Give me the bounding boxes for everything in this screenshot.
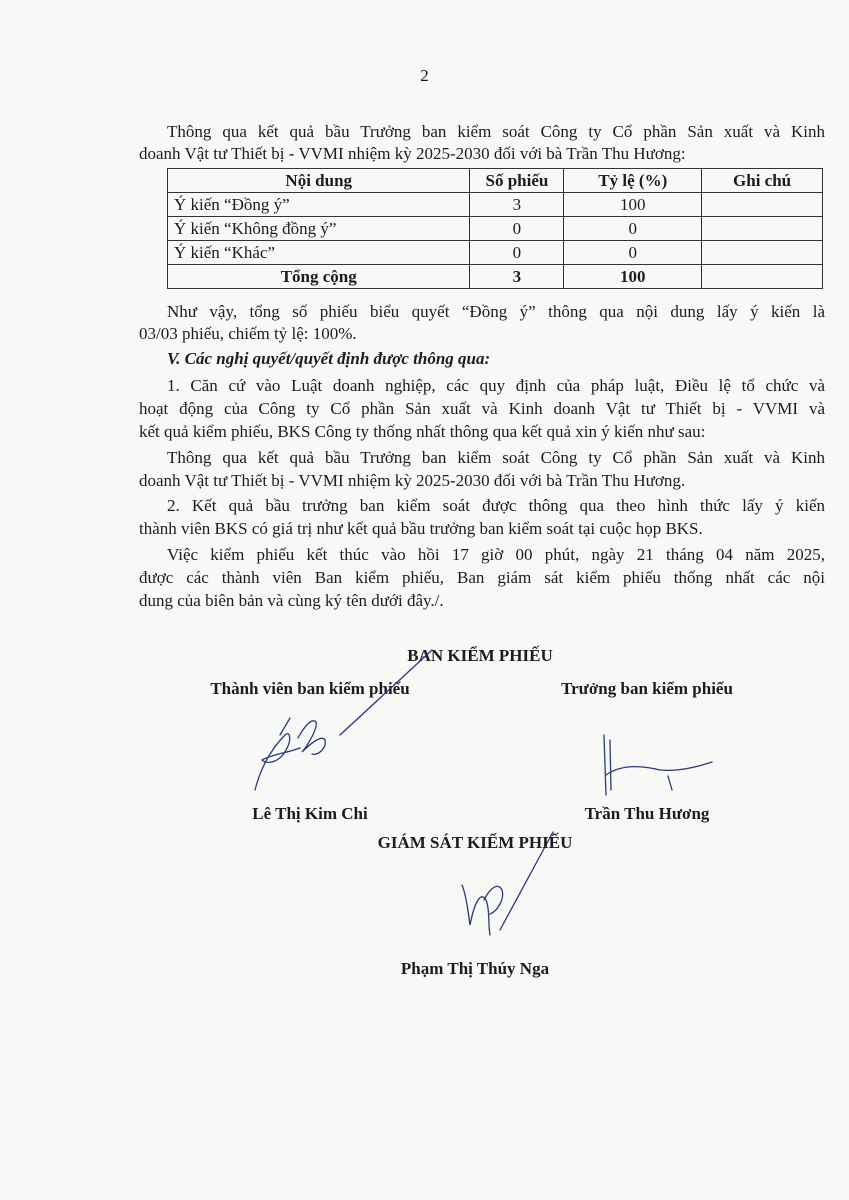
closing-line-1: Việc kiểm phiếu kết thúc vào hồi 17 giờ 00 phút, ngày 21 tháng 04 năm 2025, <box>167 545 825 564</box>
item1-line-2: hoạt động của Công ty Cổ phần Sản xuất và Kinh doanh Vật tư Thiết bị - VVMI và <box>139 399 825 418</box>
item2-line-2: thành viên BKS có giá trị như kết quả bầu trưởng ban kiểm soát tại cuộc họp BKS. <box>139 519 703 538</box>
row-ratio: 0 <box>564 217 702 241</box>
row-count: 0 <box>470 241 564 265</box>
board-title: BAN KIỂM PHIẾU <box>407 646 553 665</box>
head-signature-stroke-1 <box>604 735 606 795</box>
member-name: Lê Thị Kim Chi <box>252 804 368 823</box>
row-label: Ý kiến “Không đồng ý” <box>168 217 470 241</box>
table-header-count: Số phiếu <box>470 169 564 193</box>
page-number: 2 <box>420 66 429 85</box>
head-signature-stroke-4 <box>668 776 672 790</box>
head-signature-stroke-2 <box>610 740 611 790</box>
row-label: Ý kiến “Khác” <box>168 241 470 265</box>
total-count: 3 <box>470 265 564 289</box>
head-role: Trưởng ban kiểm phiếu <box>561 679 733 698</box>
intro-line-2: doanh Vật tư Thiết bị - VVMI nhiệm kỳ 2025-2030 đối với bà Trần Thu Hương: <box>139 144 686 163</box>
supervisor-signature-stroke-1 <box>462 885 490 935</box>
row-label: Ý kiến “Đồng ý” <box>168 193 470 217</box>
supervisor-signature-stroke-2 <box>484 886 503 914</box>
closing-line-3: dung của biên bản và cùng ký tên dưới đây./. <box>139 591 444 610</box>
row-ratio: 0 <box>564 241 702 265</box>
item1-line-1: 1. Căn cứ vào Luật doanh nghiệp, các quy định của pháp luật, Điều lệ tổ chức và <box>167 376 825 395</box>
item1-line-3: kết quả kiểm phiếu, BKS Công ty thống nhất thông qua kết quả xin ý kiến như sau: <box>139 422 706 441</box>
member-signature-stroke-1 <box>255 734 300 790</box>
row-ratio: 100 <box>564 193 702 217</box>
supervisor-name: Phạm Thị Thúy Nga <box>400 959 550 978</box>
item2-line-1: 2. Kết quả bầu trưởng ban kiểm soát được thông qua theo hình thức lấy ý kiến <box>167 496 825 515</box>
supervision-title: GIÁM SÁT KIỂM PHIẾU <box>377 833 573 852</box>
signature-stroke <box>340 650 432 735</box>
table-header-content: Nội dung <box>168 169 470 193</box>
table-header-note: Ghi chú <box>702 169 823 193</box>
section-v-heading: V. Các nghị quyết/quyết định được thông qua: <box>167 349 491 368</box>
intro-line-1: Thông qua kết quả bầu Trưởng ban kiểm soát Công ty Cổ phần Sản xuất và Kinh <box>167 122 825 141</box>
summary-line-2: 03/03 phiếu, chiếm tỷ lệ: 100%. <box>139 324 357 343</box>
total-label: Tổng cộng <box>168 265 470 289</box>
closing-line-2: được các thành viên Ban kiểm phiếu, Ban giám sát kiểm phiếu thống nhất các nội <box>139 568 825 587</box>
head-signature-stroke-3 <box>606 762 712 775</box>
member-signature-stroke-3 <box>280 718 290 735</box>
total-ratio: 100 <box>564 265 702 289</box>
head-name: Trần Thu Hương <box>584 804 710 823</box>
table-header-ratio: Tỷ lệ (%) <box>564 169 702 193</box>
summary-line-1: Như vậy, tổng số phiếu biểu quyết “Đồng ý” thông qua nội dung lấy ý kiến là <box>167 302 825 321</box>
row-count: 3 <box>470 193 564 217</box>
row-count: 0 <box>470 217 564 241</box>
item1-detail-line-2: doanh Vật tư Thiết bị - VVMI nhiệm kỳ 2025-2030 đối với bà Trần Thu Hương. <box>139 471 686 490</box>
item1-detail-line-1: Thông qua kết quả bầu Trưởng ban kiểm soát Công ty Cổ phần Sản xuất và Kinh <box>167 448 825 467</box>
member-signature-stroke-2 <box>298 721 325 754</box>
member-role: Thành viên ban kiểm phiếu <box>210 679 410 698</box>
